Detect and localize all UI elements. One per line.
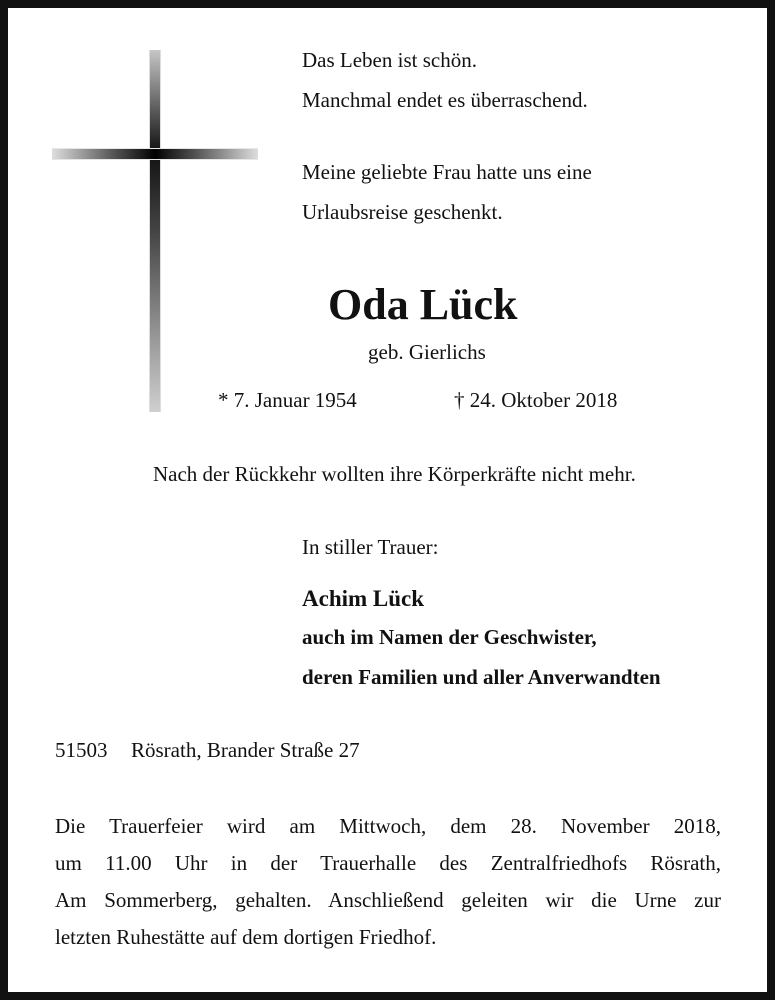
birth-name: geb. Gierlichs bbox=[368, 340, 486, 364]
death-date: † 24. Oktober 2018 bbox=[454, 388, 618, 412]
mourning-intro: In stiller Trauer: bbox=[302, 535, 439, 559]
cross-horizontal-beam bbox=[52, 148, 258, 160]
cross-icon bbox=[52, 50, 258, 412]
birth-date: * 7. Januar 1954 bbox=[218, 388, 357, 412]
mourner-line-2: deren Familien und aller Anverwandten bbox=[302, 665, 661, 689]
service-line-1: Die Trauerfeier wird am Mittwoch, dem 28. November 2018, bbox=[55, 814, 721, 838]
address-street: Rösrath, Brander Straße 27 bbox=[131, 738, 360, 762]
service-line-2: um 11.00 Uhr in der Trauerhalle des Zentralfriedhofs Rösrath, bbox=[55, 851, 721, 875]
statement-text: Nach der Rückkehr wollten ihre Körperkräfte nicht mehr. bbox=[153, 462, 636, 486]
service-line-4: letzten Ruhestätte auf dem dortigen Friedhof. bbox=[55, 925, 437, 949]
deceased-name: Oda Lück bbox=[328, 280, 518, 329]
address-postcode: 51503 bbox=[55, 738, 108, 762]
mourner-name: Achim Lück bbox=[302, 586, 425, 611]
mourner-line-1: auch im Namen der Geschwister, bbox=[302, 625, 597, 649]
poem-line-1: Das Leben ist schön. bbox=[302, 48, 477, 72]
poem-line-2: Manchmal endet es überraschend. bbox=[302, 88, 588, 112]
poem-line-4: Urlaubsreise geschenkt. bbox=[302, 200, 503, 224]
cross-vertical-beam bbox=[149, 50, 161, 412]
service-line-3: Am Sommerberg, gehalten. Anschließend geleiten wir die Urne zur bbox=[55, 888, 721, 912]
service-paragraph bbox=[55, 808, 721, 956]
poem-line-3: Meine geliebte Frau hatte uns eine bbox=[302, 160, 592, 184]
